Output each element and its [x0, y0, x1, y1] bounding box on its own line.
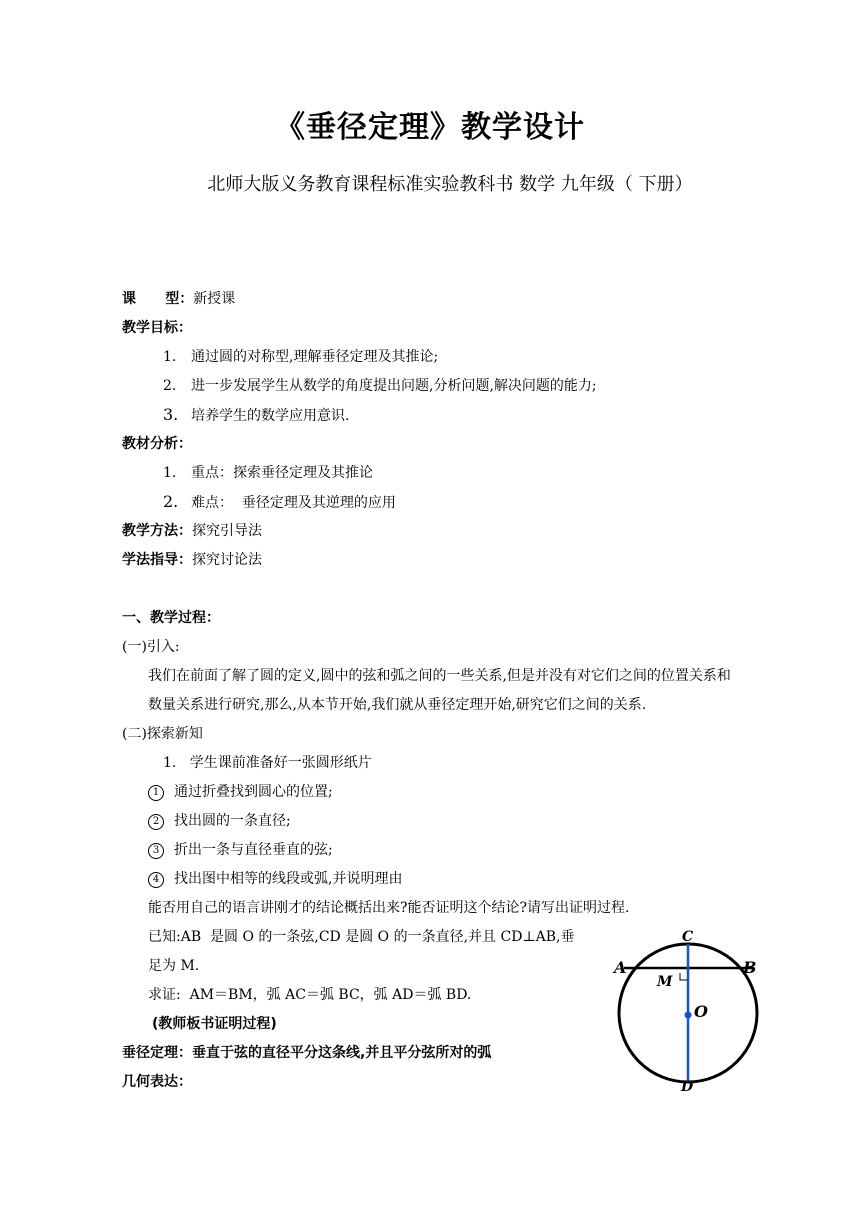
goal-item: [163, 348, 438, 366]
analysis-text: 重点：探索垂径定理及其推论: [191, 465, 373, 481]
guide-value: 探究讨论法: [192, 552, 262, 568]
step-item: [148, 841, 333, 859]
step-item: [148, 783, 333, 801]
question-text: 能否用自己的语言讲刚才的结论概括出来?能否证明这个结论?请写出证明过程.: [148, 900, 630, 916]
circled-number: 4: [148, 872, 164, 888]
guide-label: 学法指导：: [122, 552, 192, 568]
circled-number: 3: [148, 843, 164, 859]
lesson-type-label: 课 型：: [122, 291, 194, 307]
step-text: 折出一条与直径垂直的弦;: [174, 842, 333, 858]
goal-num: 3.: [163, 405, 179, 424]
process-heading: 一、教学过程：: [122, 610, 220, 626]
lesson-type-value: 新授课: [193, 291, 236, 307]
learning-guide: [122, 551, 262, 569]
goal-text: 通过圆的对称型,理解垂径定理及其推论;: [191, 349, 439, 365]
lesson-type: [122, 290, 235, 308]
document-title: 《垂径定理》教学设计: [275, 110, 585, 145]
goal-num: 1.: [163, 349, 177, 365]
label-m: M: [657, 974, 673, 990]
goals-label: 教学目标：: [122, 320, 192, 336]
intro-paragraph-line: 数量关系进行研究,那么,从本节开始,我们就从垂径定理开始,研究它们之间的关系.: [148, 697, 647, 713]
given-line: 已知:AB 是圆 O 的一条弦,CD 是圆 O 的一条直径,并且 CD⊥AB,垂: [148, 929, 575, 945]
circle-diagram: [600, 920, 780, 1100]
goal-num: 2.: [163, 378, 177, 394]
step-item: [148, 870, 402, 888]
step-text: 找出圆的一条直径;: [174, 813, 291, 829]
step-item: [148, 812, 291, 830]
label-c: C: [682, 929, 694, 945]
label-b: B: [743, 958, 757, 977]
analysis-item: [163, 464, 373, 482]
label-d: D: [681, 1079, 694, 1095]
circled-number: 2: [148, 814, 164, 830]
analysis-num: 2.: [163, 492, 179, 511]
goal-item: [163, 377, 597, 395]
circled-number: 1: [148, 785, 164, 801]
analysis-num: 1.: [163, 465, 177, 481]
label-a: A: [614, 958, 627, 977]
document-subtitle: 北师大版义务教育课程标准实验教科书 数学 九年级（ 下册）: [207, 174, 693, 195]
goal-item: [163, 406, 349, 425]
label-o: O: [694, 1002, 708, 1021]
step-text: 通过折叠找到圆心的位置;: [174, 784, 333, 800]
explore-label: (二)探索新知: [122, 726, 203, 742]
goal-text: 进一步发展学生从数学的角度提出问题,分析问题,解决问题的能力;: [191, 378, 597, 394]
goal-text: 培养学生的数学应用意识.: [191, 408, 350, 424]
geometry-expression-label: 几何表达：: [122, 1074, 192, 1090]
theorem-statement: 垂径定理：垂直于弦的直径平分这条线,并且平分弦所对的弧: [122, 1045, 492, 1061]
step-text: 找出图中相等的线段或弧,并说明理由: [174, 871, 403, 887]
right-angle-mark: [680, 973, 687, 980]
method-label: 教学方法：: [122, 523, 192, 539]
board-note: (教师板书证明过程): [152, 1016, 277, 1032]
analysis-label: 教材分析：: [122, 436, 192, 452]
analysis-item: [163, 493, 396, 512]
teaching-method: [122, 522, 262, 540]
intro-paragraph-line: 我们在前面了解了圆的定义,圆中的弦和弧之间的一些关系,但是并没有对它们之间的位置关系和: [148, 668, 731, 684]
center-point: [685, 1012, 692, 1019]
method-value: 探究引导法: [192, 523, 262, 539]
analysis-text: 难点： 垂径定理及其逆理的应用: [191, 495, 396, 511]
given-line: 足为 M.: [148, 958, 200, 974]
intro-label: (一)引入:: [122, 639, 180, 655]
step-intro: 1. 学生课前准备好一张圆形纸片: [163, 755, 372, 771]
prove-statement: 求证: AM＝BM，弧 AC＝弧 BC，弧 AD＝弧 BD.: [148, 987, 472, 1003]
